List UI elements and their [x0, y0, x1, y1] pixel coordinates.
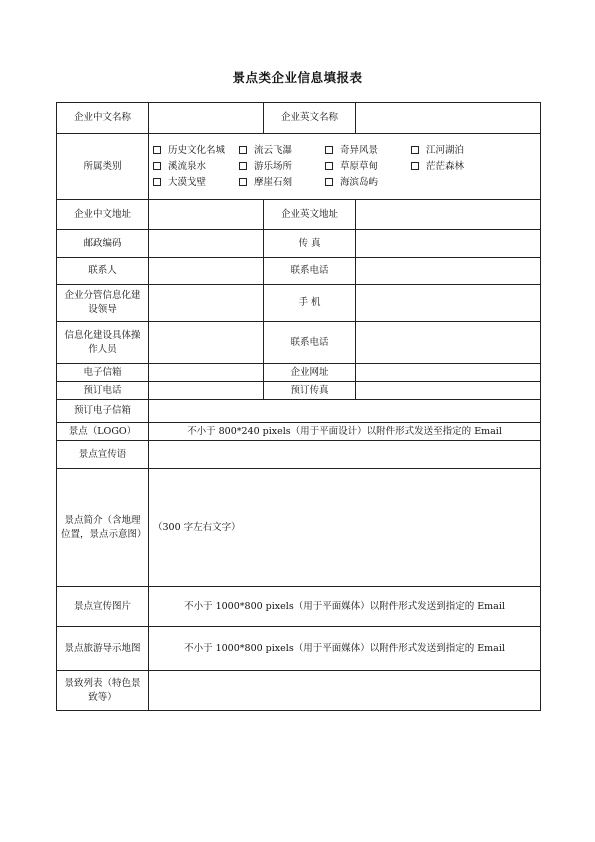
promo-image-label: 景点宣传图片	[57, 587, 149, 627]
promo-image-note: 不小于 1000*800 pixels（用于平面媒体）以附件形式发送到指定的 Email	[149, 587, 541, 627]
category-row-3	[153, 175, 536, 191]
checkbox-icon[interactable]	[239, 162, 247, 170]
checkbox-icon[interactable]	[153, 162, 161, 170]
category-rock-carving[interactable]: 摩崖石刻	[239, 176, 325, 190]
row-intro	[57, 469, 541, 587]
row-enterprise-name	[57, 103, 541, 134]
row-slogan	[57, 441, 541, 469]
intro-field[interactable]	[149, 469, 541, 587]
contact-label: 联系人	[57, 258, 149, 285]
category-islands[interactable]: 海滨岛屿	[325, 176, 411, 190]
en-name-field[interactable]	[356, 103, 541, 134]
it-staff-field[interactable]	[149, 322, 264, 364]
enterprise-info-form	[56, 102, 541, 711]
checkbox-icon[interactable]	[325, 162, 333, 170]
en-address-label: 企业英文地址	[264, 200, 356, 230]
checkbox-icon[interactable]	[153, 146, 161, 154]
it-leader-label: 企业分管信息化建设领导	[57, 285, 149, 322]
email-label: 电子信箱	[57, 364, 149, 382]
row-address	[57, 200, 541, 230]
cn-name-field[interactable]	[149, 103, 264, 134]
tour-map-note: 不小于 1000*800 pixels（用于平面媒体）以附件形式发送到指定的 Email	[149, 627, 541, 671]
row-booking-email	[57, 400, 541, 423]
booking-fax-field[interactable]	[356, 382, 541, 400]
it-leader-field[interactable]	[149, 285, 264, 322]
checkbox-icon[interactable]	[411, 146, 419, 154]
postcode-field[interactable]	[149, 230, 264, 258]
website-label: 企业网址	[264, 364, 356, 382]
checkbox-icon[interactable]	[325, 146, 333, 154]
row-logo	[57, 423, 541, 441]
category-label: 所属类别	[57, 134, 149, 200]
logo-note: 不小于 800*240 pixels（用于平面设计）以附件形式发送至指定的 Email	[149, 423, 541, 441]
en-name-label: 企业英文名称	[264, 103, 356, 134]
checkbox-icon[interactable]	[239, 178, 247, 186]
cn-name-label: 企业中文名称	[57, 103, 149, 134]
category-waterfall[interactable]: 流云飞瀑	[239, 144, 325, 158]
intro-label: 景点简介（含地理位置，景点示意图）	[57, 469, 149, 587]
fax-label: 传 真	[264, 230, 356, 258]
checkbox-icon[interactable]	[239, 146, 247, 154]
scenery-list-label: 景致列表（特色景致等）	[57, 671, 149, 711]
contact-phone-label: 联系电话	[264, 258, 356, 285]
website-field[interactable]	[356, 364, 541, 382]
contact-phone-field[interactable]	[356, 258, 541, 285]
booking-fax-label: 预订传真	[264, 382, 356, 400]
slogan-label: 景点宣传语	[57, 441, 149, 469]
booking-email-field[interactable]	[149, 400, 541, 423]
category-desert[interactable]: 大漠戈壁	[153, 176, 239, 190]
category-row-2	[153, 159, 536, 175]
checkbox-icon[interactable]	[325, 178, 333, 186]
cn-address-label: 企业中文地址	[57, 200, 149, 230]
page-title: 景点类企业信息填报表	[232, 70, 363, 85]
category-history-city[interactable]: 历史文化名城	[153, 144, 239, 158]
it-staff-label: 信息化建设具体操作人员	[57, 322, 149, 364]
row-tour-map	[57, 627, 541, 671]
row-it-leader	[57, 285, 541, 322]
postcode-label: 邮政编码	[57, 230, 149, 258]
category-streams[interactable]: 溪流泉水	[153, 160, 239, 174]
cn-address-field[interactable]	[149, 200, 264, 230]
row-category	[57, 134, 541, 200]
category-amusement[interactable]: 游乐场所	[239, 160, 325, 174]
contact-phone2-label: 联系电话	[264, 322, 356, 364]
category-row-1	[153, 143, 536, 159]
row-promo-image	[57, 587, 541, 627]
row-postcode	[57, 230, 541, 258]
slogan-field[interactable]	[149, 441, 541, 469]
category-rivers-lakes[interactable]: 江河湖泊	[411, 144, 497, 158]
scenery-list-field[interactable]	[149, 671, 541, 711]
category-scenery[interactable]: 奇异风景	[325, 144, 411, 158]
category-options	[149, 134, 541, 200]
booking-email-label: 预订电子信箱	[57, 400, 149, 423]
logo-label: 景点（LOGO）	[57, 423, 149, 441]
intro-hint: （300 字左右文字）	[153, 521, 241, 533]
contact-phone2-field[interactable]	[356, 322, 541, 364]
category-forest[interactable]: 茫茫森林	[411, 160, 497, 174]
row-contact	[57, 258, 541, 285]
fax-field[interactable]	[356, 230, 541, 258]
contact-field[interactable]	[149, 258, 264, 285]
row-booking	[57, 382, 541, 400]
checkbox-icon[interactable]	[411, 162, 419, 170]
tour-map-label: 景点旅游导示地图	[57, 627, 149, 671]
booking-phone-field[interactable]	[149, 382, 264, 400]
checkbox-icon[interactable]	[153, 178, 161, 186]
email-field[interactable]	[149, 364, 264, 382]
row-email	[57, 364, 541, 382]
en-address-field[interactable]	[356, 200, 541, 230]
row-it-staff	[57, 322, 541, 364]
mobile-field[interactable]	[356, 285, 541, 322]
category-grassland[interactable]: 草原草甸	[325, 160, 411, 174]
mobile-label: 手 机	[264, 285, 356, 322]
row-scenery-list	[57, 671, 541, 711]
booking-phone-label: 预订电话	[57, 382, 149, 400]
